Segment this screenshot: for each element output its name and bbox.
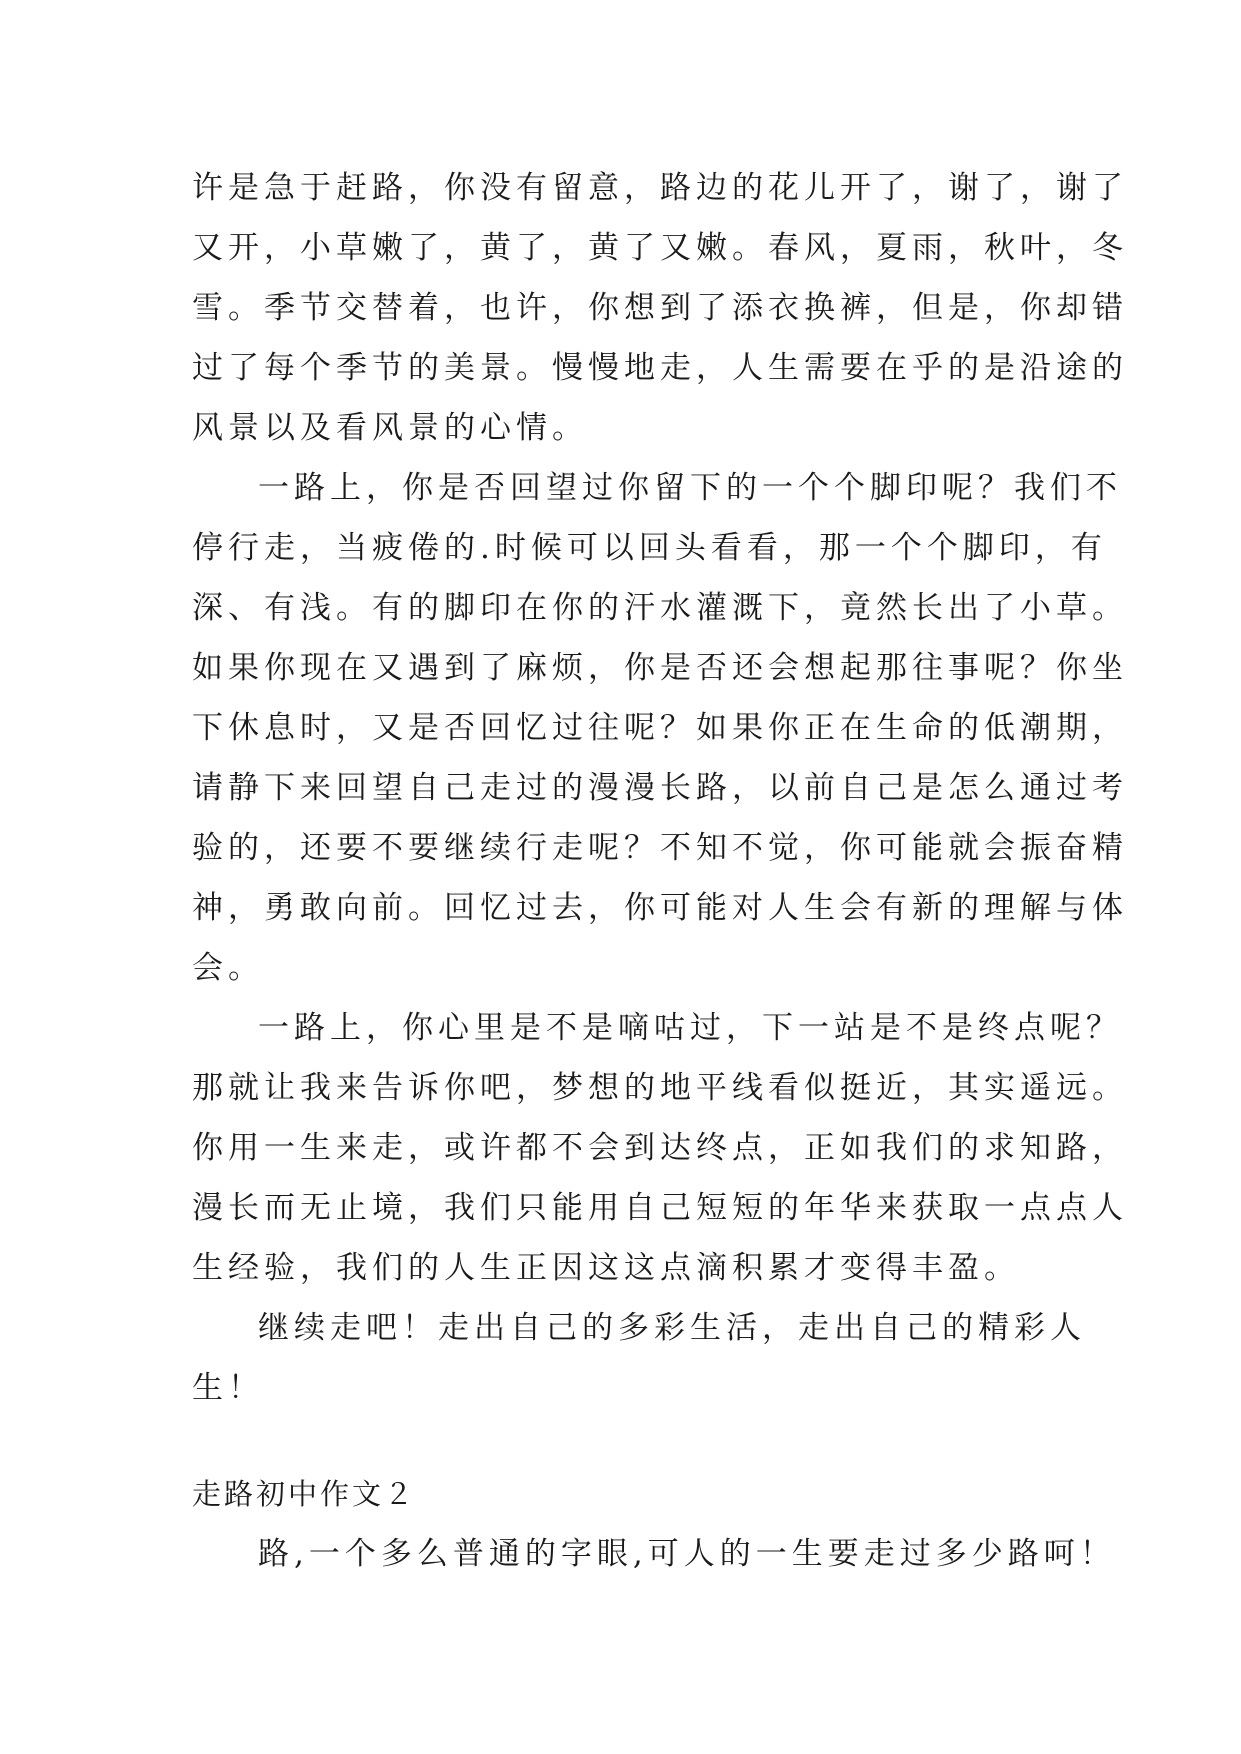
text-line: 验的，还要不要继续行走呢？不知不觉，你可能就会振奋精 [192,830,1128,866]
text-line: 漫长而无止境，我们只能用自己短短的年华来获取一点点人 [192,1190,1128,1226]
text-line: 下休息时，又是否回忆过往呢？如果你正在生命的低潮期， [192,710,1128,746]
paragraph-2 [192,458,1128,998]
paragraph-3 [192,998,1128,1298]
text-line: 生经验，我们的人生正因这这点滴积累才变得丰盈。 [192,1250,1020,1286]
text-line: 请静下来回望自己走过的漫漫长路，以前自己是怎么通过考 [192,770,1128,806]
text-line: 继续走吧！走出自己的多彩生活，走出自己的精彩人 [258,1310,1086,1346]
text-line: 深、有浅。有的脚印在你的汗水灌溉下，竟然长出了小草。 [192,590,1128,626]
text-line: 雪。季节交替着，也许，你想到了添衣换裤，但是，你却错 [192,290,1128,326]
text-line: 生！ [192,1370,264,1406]
document-page [192,158,1128,1584]
text-line: 一路上，你心里是不是嘀咕过，下一站是不是终点呢？ [258,1010,1122,1046]
text-line: 如果你现在又遇到了麻烦，你是否还会想起那往事呢？你坐 [192,650,1128,686]
text-line: 你用一生来走，或许都不会到达终点，正如我们的求知路， [192,1130,1128,1166]
text-line: 许是急于赶路，你没有留意，路边的花儿开了，谢了，谢了 [192,170,1128,206]
text-line: 过了每个季节的美景。慢慢地走，人生需要在乎的是沿途的 [192,350,1128,386]
text-line: 又开，小草嫩了，黄了，黄了又嫩。春风，夏雨，秋叶，冬 [192,230,1128,266]
text-line: 那就让我来告诉你吧，梦想的地平线看似挺近，其实遥远。 [192,1070,1128,1106]
paragraph-1 [192,158,1128,458]
text-line: 神，勇敢向前。回忆过去，你可能对人生会有新的理解与体 [192,890,1128,926]
section-title: 走路初中作文２ [192,1477,417,1511]
text-line: 停行走，当疲倦的.时候可以回头看看，那一个个脚印，有 [192,530,1107,566]
text-line: 风景以及看风景的心情。 [192,410,588,446]
paragraph-4 [192,1298,1086,1418]
text-line: 会。 [192,950,264,986]
section-first-line: 路,一个多么普通的字眼,可人的一生要走过多少路呵！ [258,1536,1116,1572]
text-line: 一路上，你是否回望过你留下的一个个脚印呢？我们不 [258,470,1122,506]
